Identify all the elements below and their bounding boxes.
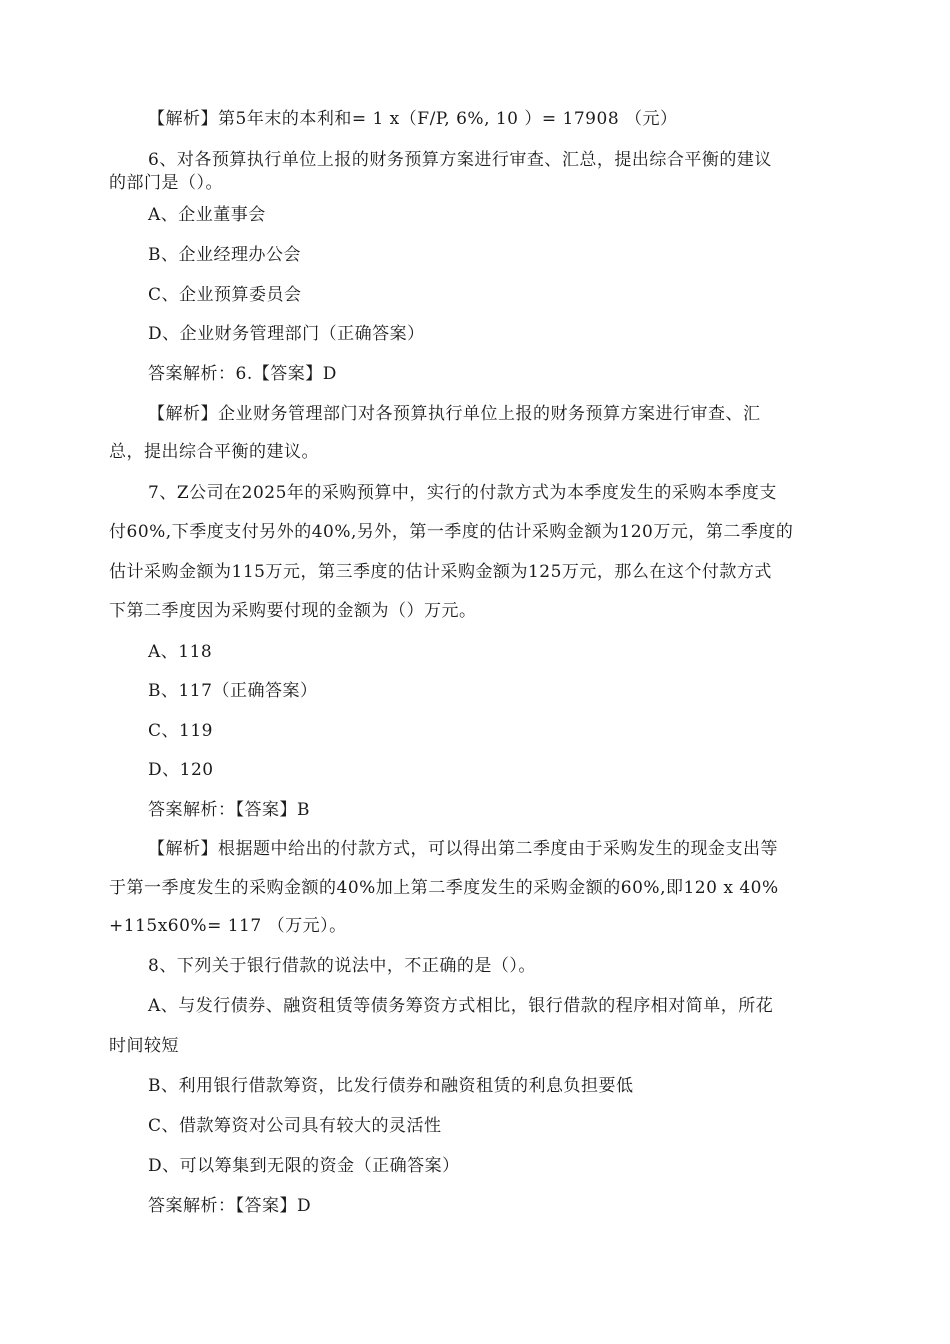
analysis-6: 【解析】企业财务管理部门对各预算执行单位上报的财务预算方案进行审查、汇 xyxy=(148,404,761,424)
analysis-q5: 【解析】第5年末的本利和= 1 x（F/P, 6%, 10 ）= 17908 （元） xyxy=(148,109,678,129)
answer-6: 答案解析：6.【答案】D xyxy=(148,364,337,384)
question-7-text-cont1: 付60%,下季度支付另外的40%,另外，第一季度的估计采购金额为120万元，第二季度的 xyxy=(109,522,794,542)
option-7c: C、119 xyxy=(148,721,213,741)
question-6-text-cont: 的部门是（）。 xyxy=(109,173,223,193)
analysis-7: 【解析】根据题中给出的付款方式，可以得出第二季度由于采购发生的现金支出等 xyxy=(148,839,778,859)
option-8a-cont: 时间较短 xyxy=(109,1036,179,1056)
option-6d: D、企业财务管理部门（正确答案） xyxy=(148,324,425,344)
question-8-text: 8、下列关于银行借款的说法中，不正确的是（）。 xyxy=(148,956,536,976)
option-7b: B、117（正确答案） xyxy=(148,681,318,701)
analysis-6-cont: 总，提出综合平衡的建议。 xyxy=(109,442,319,462)
option-8c: C、借款筹资对公司具有较大的灵活性 xyxy=(148,1116,442,1136)
answer-7: 答案解析：【答案】B xyxy=(148,800,310,820)
option-8a: A、与发行债券、融资租赁等债务筹资方式相比，银行借款的程序相对简单，所花 xyxy=(148,996,774,1016)
option-6a: A、企业董事会 xyxy=(148,205,266,225)
option-6b: B、企业经理办公会 xyxy=(148,245,301,265)
question-7-text-cont2: 估计采购金额为115万元，第三季度的估计采购金额为125万元，那么在这个付款方式 xyxy=(109,562,772,582)
option-8d: D、可以筹集到无限的资金（正确答案） xyxy=(148,1156,460,1176)
question-6-text: 6、对各预算执行单位上报的财务预算方案进行审查、汇总，提出综合平衡的建议 xyxy=(148,150,772,170)
option-6c: C、企业预算委员会 xyxy=(148,285,302,305)
analysis-7-cont1: 于第一季度发生的采购金额的40%加上第二季度发生的采购金额的60%,即120 x 40% xyxy=(109,878,779,898)
analysis-7-cont2: +115x60%= 117 （万元）。 xyxy=(109,916,347,936)
question-7-text: 7、Z公司在2025年的采购预算中，实行的付款方式为本季度发生的采购本季度支 xyxy=(148,483,777,503)
option-8b: B、利用银行借款筹资，比发行债券和融资租赁的利息负担要低 xyxy=(148,1076,634,1096)
question-7-text-cont3: 下第二季度因为采购要付现的金额为（）万元。 xyxy=(109,601,477,621)
option-7a: A、118 xyxy=(148,642,213,662)
option-7d: D、120 xyxy=(148,760,214,780)
answer-8: 答案解析：【答案】D xyxy=(148,1196,312,1216)
